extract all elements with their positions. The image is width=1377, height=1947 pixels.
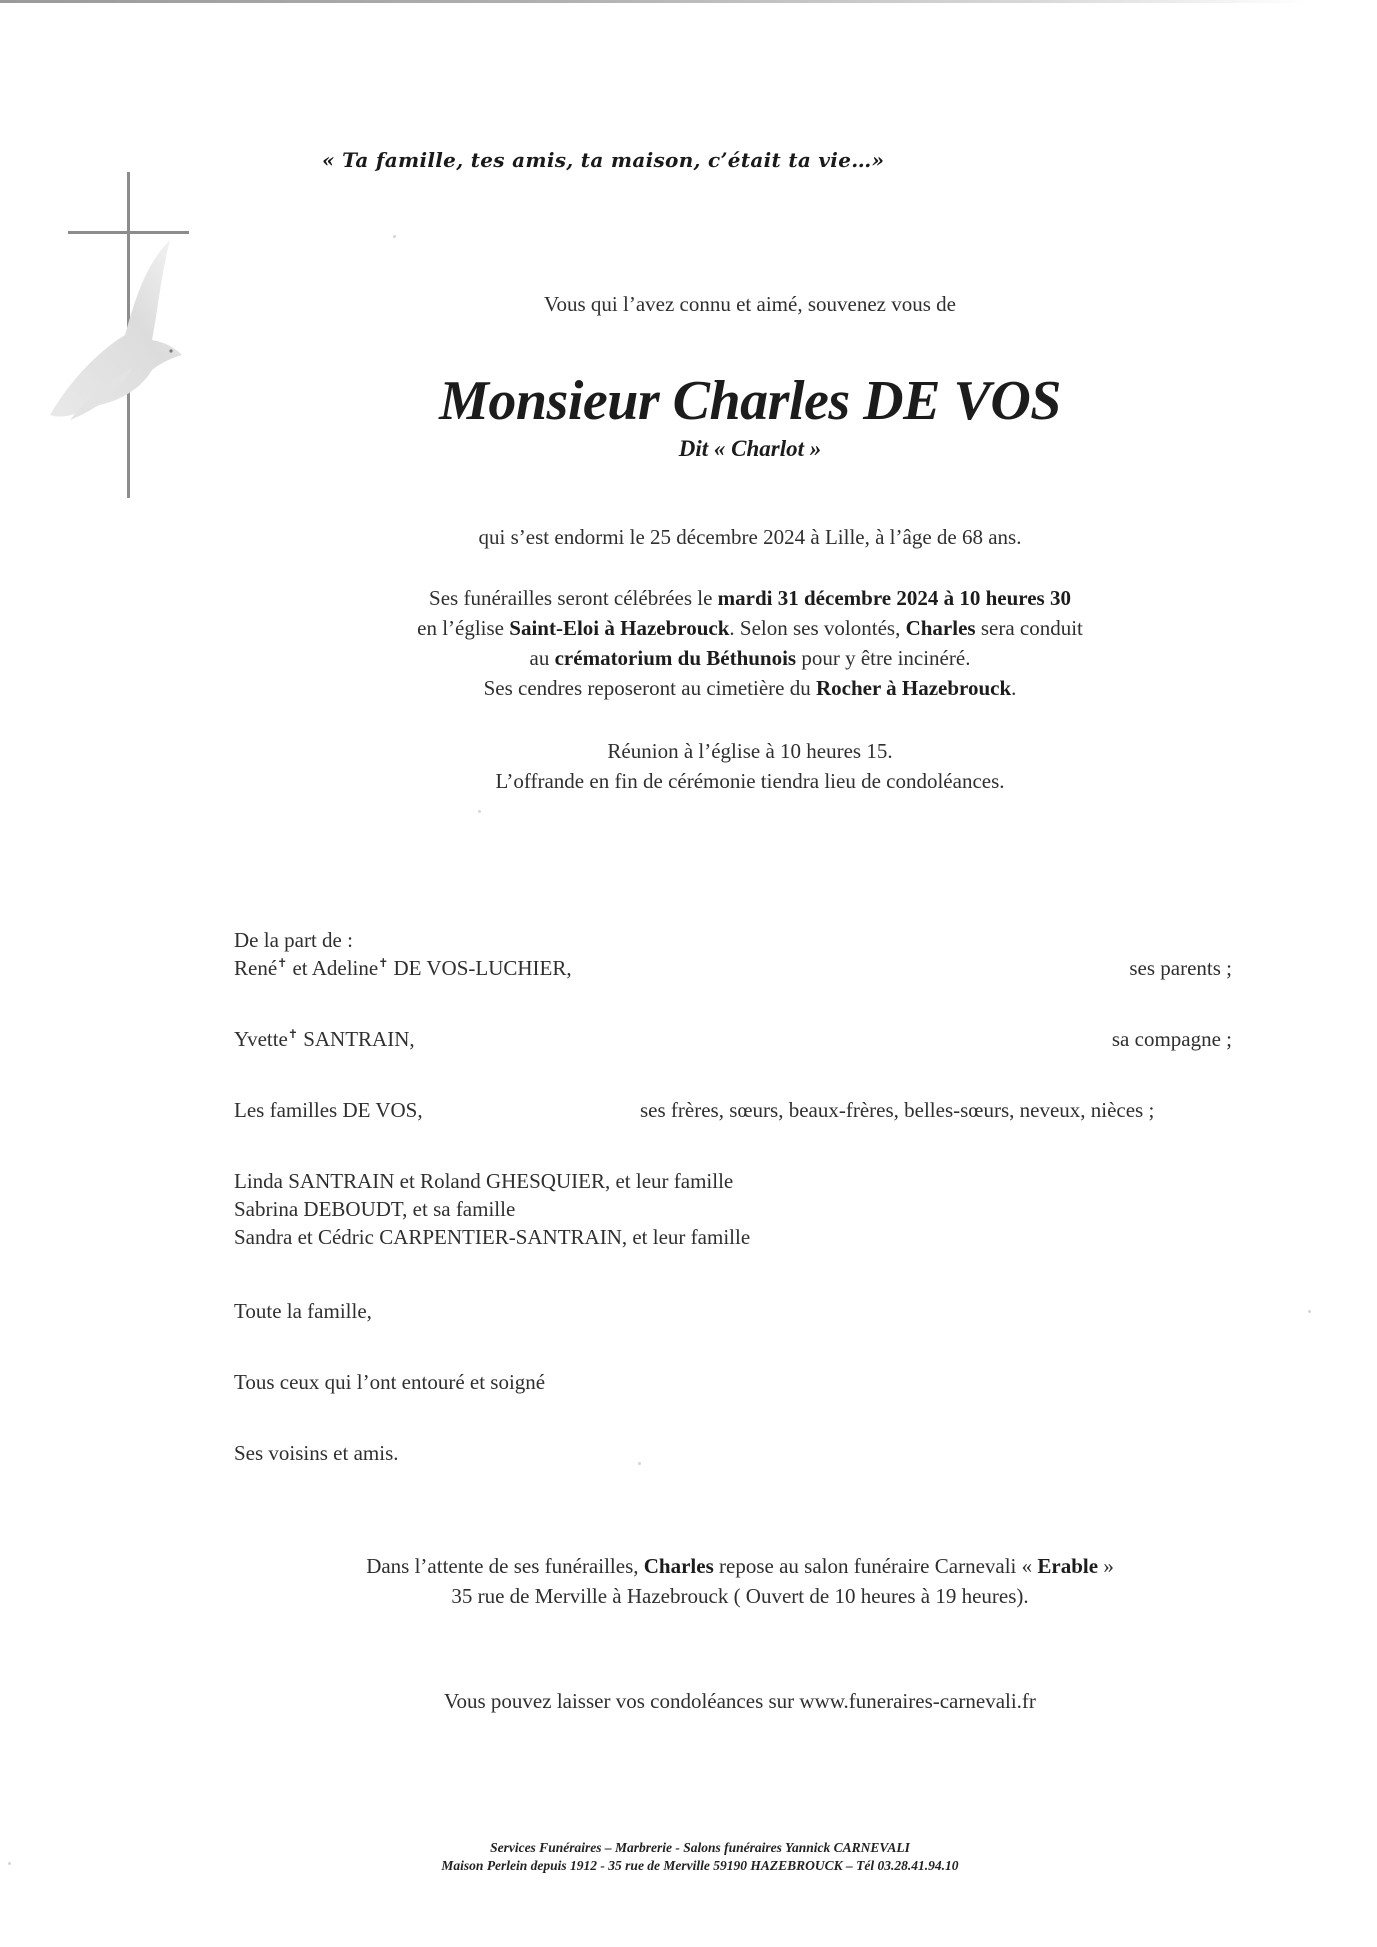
text: sera conduit (975, 616, 1083, 640)
text: Ses funérailles seront célébrées le (429, 586, 718, 610)
relation-label: ses parents ; (1129, 956, 1232, 980)
text: Dans l’attente de ses funérailles, (366, 1554, 644, 1578)
funeral-line-4 (340, 673, 1160, 703)
scan-top-edge (0, 0, 1377, 3)
resting-place-info (280, 1551, 1200, 1611)
deceased-nickname: Dit « Charlot » (678, 436, 822, 461)
text: pour y être incinéré. (796, 646, 971, 670)
meeting-info (380, 736, 1120, 796)
text: repose au salon funéraire Carnevali « (713, 1554, 1038, 1578)
family-caregivers: Tous ceux qui l’ont entouré et soigné (234, 1370, 546, 1394)
siblings-name: Les familles DE VOS, (234, 1098, 423, 1122)
text: en l’église (417, 616, 510, 640)
scan-speck (478, 810, 481, 813)
scan-speck (638, 1462, 641, 1465)
text: . (1011, 676, 1017, 700)
dove-icon (40, 230, 190, 430)
family-header-block (234, 926, 1232, 982)
deceased-cross-icon: ✝ (378, 956, 389, 970)
deceased-name: Monsieur Charles DE VOS (439, 370, 1061, 432)
church-name: Saint-Eloi à Hazebrouck (509, 616, 730, 640)
intro-line: Vous qui l’avez connu et aimé, souvenez vous de (544, 292, 956, 316)
funeral-date: mardi 31 décembre 2024 à 10 heures 30 (717, 586, 1071, 610)
funeral-line-3 (340, 643, 1160, 673)
funeral-line-2 (340, 613, 1160, 643)
text: au (529, 646, 555, 670)
deceased-cross-icon: ✝ (287, 1027, 298, 1041)
scan-speck (8, 1862, 11, 1865)
parent-name: René (234, 956, 278, 980)
family-row-siblings (234, 1096, 1232, 1124)
footer-address: Maison Perlein depuis 1912 - 35 rue de Merville 59190 HAZEBROUCK – Tél 03.28.41.94.10 (441, 1858, 959, 1873)
salon-name: Erable (1037, 1554, 1099, 1578)
family-member: Sabrina DEBOUDT, et sa famille (234, 1197, 516, 1221)
family-header: De la part de : (234, 928, 353, 952)
family-row-partner (234, 1025, 1232, 1053)
funeral-line-1 (340, 583, 1160, 613)
relation-label: sa compagne ; (1111, 1027, 1232, 1051)
family-member: Linda SANTRAIN et Roland GHESQUIER, et leur famille (234, 1169, 734, 1193)
death-notice: qui s’est endormi le 25 décembre 2024 à Lille, à l’âge de 68 ans. (478, 525, 1022, 549)
family-row-parents (234, 954, 1232, 982)
offering-note: L’offrande en fin de cérémonie tiendra lieu de condoléances. (495, 769, 1005, 793)
first-name: Charles (905, 616, 976, 640)
deceased-cross-icon: ✝ (277, 956, 288, 970)
scan-speck (393, 235, 396, 238)
crematorium-name: crématorium du Béthunois (554, 646, 797, 670)
funeral-details (340, 583, 1160, 703)
family-others (234, 1167, 1232, 1251)
resting-address: 35 rue de Merville à Hazebrouck ( Ouvert de 10 heures à 19 heures). (451, 1584, 1029, 1608)
resting-line-1 (280, 1551, 1200, 1581)
funeral-home-footer (340, 1839, 1060, 1875)
text: » (1098, 1554, 1114, 1578)
relation-label: ses frères, sœurs, beaux-frères, belles-sœurs, neveux, nièces ; (640, 1098, 1155, 1122)
partner-surname: SANTRAIN, (297, 1027, 415, 1051)
meeting-time: Réunion à l’église à 10 heures 15. (607, 739, 893, 763)
cemetery-name: Rocher à Hazebrouck (815, 676, 1012, 700)
condolences-link-line: Vous pouvez laisser vos condoléances sur www.funeraires-carnevali.fr (444, 1689, 1036, 1713)
text: Ses cendres reposeront au cimetière du (483, 676, 816, 700)
partner-name: Yvette (234, 1027, 288, 1051)
parent-name: et Adeline (287, 956, 379, 980)
footer-services: Services Funéraires – Marbrerie - Salons funéraires Yannick CARNEVALI (490, 1840, 910, 1855)
family-all: Toute la famille, (234, 1299, 372, 1323)
family-neighbors: Ses voisins et amis. (234, 1441, 399, 1465)
family-member: Sandra et Cédric CARPENTIER-SANTRAIN, et leur famille (234, 1225, 751, 1249)
text: . Selon ses volontés, (729, 616, 906, 640)
epigraph-quote: « Ta famille, tes amis, ta maison, c’était ta vie…» (322, 148, 885, 172)
scan-speck (1308, 1310, 1311, 1313)
parent-surname: DE VOS-LUCHIER, (388, 956, 572, 980)
first-name: Charles (643, 1554, 714, 1578)
